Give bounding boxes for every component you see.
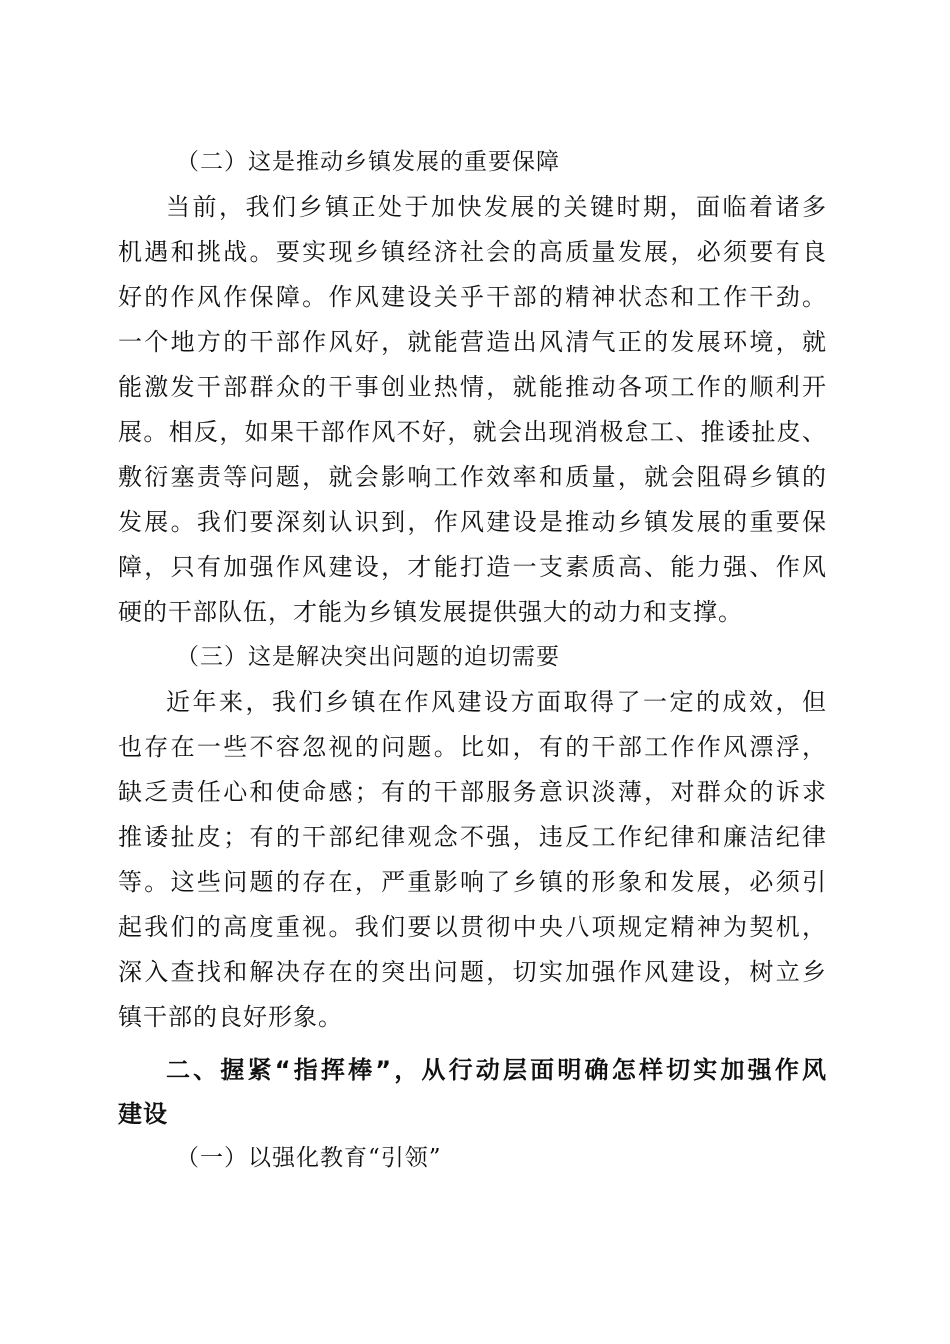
paragraph-line: 起我们的高度重视。我们要以贯彻中央八项规定精神为契机， (118, 913, 826, 941)
paragraph-line: 等。这些问题的存在，严重影响了乡镇的形象和发展，必须引 (118, 868, 826, 896)
paragraph-line: 机遇和挑战。要实现乡镇经济社会的高质量发展，必须要有良 (118, 238, 826, 266)
paragraph-line: 敷衍塞责等问题，就会影响工作效率和质量，就会阻碍乡镇的 (118, 463, 826, 491)
paragraph-line: 当前，我们乡镇正处于加快发展的关键时期，面临着诸多 (166, 193, 826, 221)
document-body (118, 140, 826, 1181)
paragraph-line: 镇干部的良好形象。 (118, 1003, 343, 1031)
paragraph-line: 一个地方的干部作风好，就能营造出风清气正的发展环境，就 (118, 328, 826, 356)
paragraph-line: 近年来，我们乡镇在作风建设方面取得了一定的成效，但 (166, 688, 826, 716)
section-title-line: 二、握紧“指挥棒”，从行动层面明确怎样切实加强作风 (166, 1056, 826, 1084)
section-title-line: 建设 (118, 1100, 168, 1128)
subheading-2: （二）这是推动乡镇发展的重要保障 (176, 149, 560, 175)
paragraph-line: 能激发干部群众的干事创业热情，就能推动各项工作的顺利开 (118, 373, 826, 401)
paragraph-2 (118, 185, 826, 635)
paragraph-line: 好的作风作保障。作风建设关乎干部的精神状态和工作干劲。 (118, 283, 826, 311)
paragraph-line: 障，只有加强作风建设，才能打造一支素质高、能力强、作风 (118, 553, 826, 581)
section-2-title (118, 1048, 826, 1136)
subheading-section2-1: （一）以强化教育“引领” (176, 1145, 442, 1171)
paragraph-line: 也存在一些不容忽视的问题。比如，有的干部工作作风漂浮， (118, 733, 826, 761)
paragraph-line: 深入查找和解决存在的突出问题，切实加强作风建设，树立乡 (118, 958, 826, 986)
subheading-3: （三）这是解决突出问题的迫切需要 (176, 644, 560, 670)
paragraph-line: 发展。我们要深刻认识到，作风建设是推动乡镇发展的重要保 (118, 508, 826, 536)
paragraph-3 (118, 680, 826, 1040)
paragraph-line: 缺乏责任心和使命感；有的干部服务意识淡薄，对群众的诉求 (118, 778, 826, 806)
paragraph-line: 推诿扯皮；有的干部纪律观念不强，违反工作纪律和廉洁纪律 (118, 823, 826, 851)
paragraph-line: 展。相反，如果干部作风不好，就会出现消极怠工、推诿扯皮、 (118, 418, 826, 446)
paragraph-line: 硬的干部队伍，才能为乡镇发展提供强大的动力和支撑。 (118, 598, 743, 626)
